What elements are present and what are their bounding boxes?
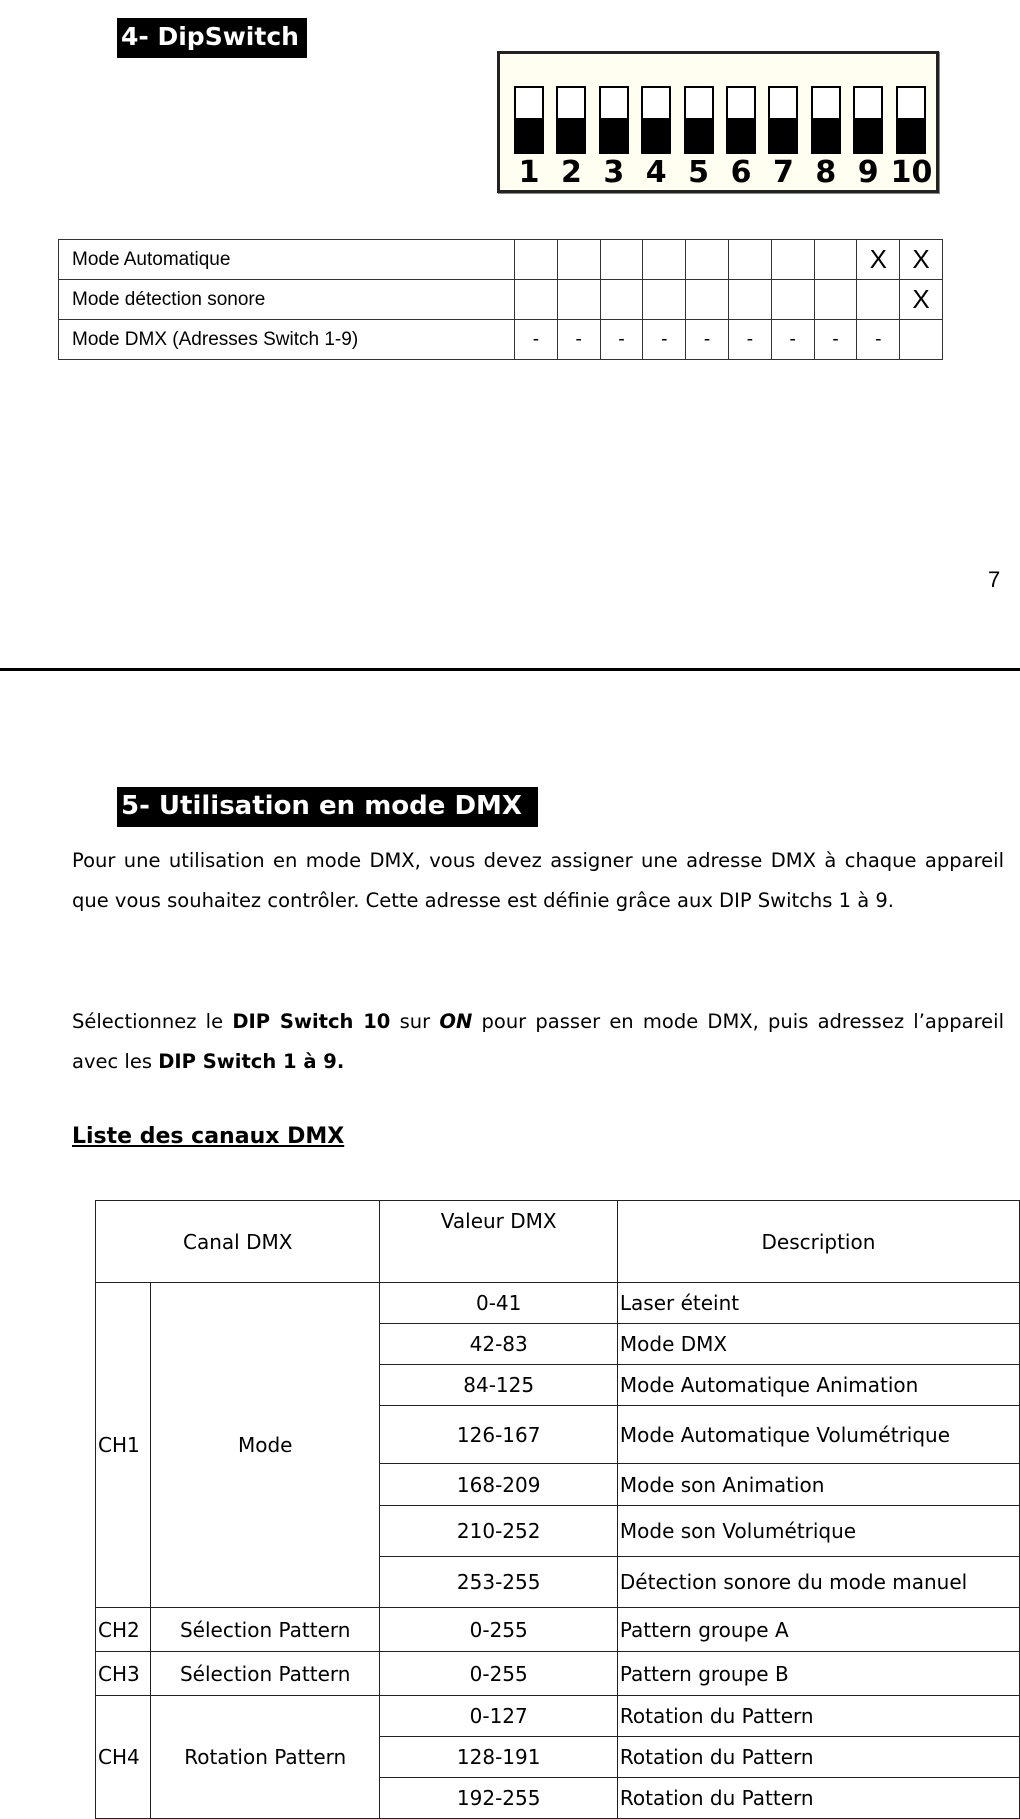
dip-switch-number: 2 [560,155,582,190]
dmx-channel-table [95,1200,1020,1819]
description-cell: Mode Automatique Animation [617,1365,1019,1406]
dmx-list-title: Liste des canaux DMX [72,1124,345,1149]
header-description: Description [617,1201,1019,1283]
mode-cell: - [771,320,814,360]
bold-text: DIP Switch 1 à 9. [158,1050,345,1073]
table-row [59,280,943,320]
table-row [96,1652,1020,1696]
mode-cell: - [643,320,686,360]
dip-switch-number: 7 [772,155,794,190]
channel-cell: CH4 [96,1696,151,1819]
dip-switch-7 [768,86,798,154]
dip-switch-diagram [497,51,939,193]
dip-switch-2 [556,86,586,154]
dip-switch-lever [643,118,669,152]
mode-label: Mode Automatique [59,240,515,280]
text-run: Sélectionnez le [72,1010,233,1033]
description-cell: Mode son Volumétrique [617,1506,1019,1557]
mode-cell [643,280,686,320]
value-cell: 253-255 [380,1557,617,1608]
dip-switch-1 [514,86,544,154]
dip-switch-number: 4 [645,155,667,190]
channel-cell: CH3 [96,1652,151,1696]
instruction-paragraph [72,1002,1004,1082]
mode-cell [686,280,729,320]
mode-cell [600,240,643,280]
description-cell: Pattern groupe B [617,1652,1019,1696]
bold-text: DIP Switch 10 [232,1010,391,1033]
section-4-heading: 4- DipSwitch [117,18,307,58]
mode-cell: X [900,240,943,280]
mode-cell [686,240,729,280]
description-cell: Rotation du Pattern [617,1737,1019,1778]
header-value: Valeur DMX [380,1201,617,1283]
value-cell: 192-255 [380,1778,617,1819]
dip-switch-number: 9 [857,155,879,190]
bold-italic-text: ON [439,1010,473,1033]
function-cell: Rotation Pattern [150,1696,380,1819]
dip-switch-5 [684,86,714,154]
mode-cell [857,280,900,320]
value-cell: 0-41 [380,1283,617,1324]
table-row [59,320,943,360]
value-cell: 0-255 [380,1652,617,1696]
mode-cell: - [814,320,857,360]
dip-switch-10 [896,86,926,154]
value-cell: 0-255 [380,1608,617,1652]
dip-switch-6 [726,86,756,154]
mode-cell: X [900,280,943,320]
text-run: sur [390,1010,440,1033]
header-channel: Canal DMX [96,1201,380,1283]
dip-switch-lever [898,118,924,152]
value-cell: 168-209 [380,1464,617,1506]
dip-switch-number: 10 [890,155,933,190]
dip-switch-number: 6 [730,155,752,190]
channel-cell: CH2 [96,1608,151,1652]
dip-switch-lever [686,118,712,152]
mode-cell: - [728,320,771,360]
mode-cell: X [857,240,900,280]
dip-switch-number: 8 [815,155,837,190]
mode-cell: - [557,320,600,360]
dip-switch-number: 5 [688,155,710,190]
mode-cell: - [600,320,643,360]
description-cell: Mode Automatique Volumétrique [617,1406,1019,1464]
channel-cell: CH1 [96,1283,151,1608]
dip-mode-table [58,239,943,360]
value-cell: 42-83 [380,1324,617,1365]
mode-cell [814,240,857,280]
mode-cell: - [515,320,558,360]
dip-switch-number: 1 [518,155,540,190]
mode-cell [728,280,771,320]
description-cell: Mode DMX [617,1324,1019,1365]
page-number: 7 [988,567,1001,592]
mode-cell [814,280,857,320]
mode-cell [643,240,686,280]
function-cell: Sélection Pattern [150,1608,380,1652]
description-cell: Pattern groupe A [617,1608,1019,1652]
mode-cell [771,280,814,320]
intro-paragraph: Pour une utilisation en mode DMX, vous devez assigner une adresse DMX à chaque appareil que vous souhaitez contrôler. Cette adresse est définie grâce aux DIP Switchs 1 à 9. [72,849,1004,912]
mode-cell [600,280,643,320]
dip-switch-lever [558,118,584,152]
dip-switch-number: 3 [603,155,625,190]
dip-switch-lever [855,118,881,152]
dip-switch-lever [728,118,754,152]
function-cell: Sélection Pattern [150,1652,380,1696]
function-cell: Mode [150,1283,380,1608]
table-row [96,1696,1020,1737]
mode-cell [557,280,600,320]
dip-switch-lever [813,118,839,152]
table-header-row [96,1201,1020,1283]
mode-cell [515,280,558,320]
dip-switch-9 [853,86,883,154]
description-cell: Laser éteint [617,1283,1019,1324]
mode-cell [515,240,558,280]
table-row [96,1608,1020,1652]
dip-switch-lever [770,118,796,152]
mode-cell [728,240,771,280]
text-run: pour passer en mode DMX, puis adressez l’appareil avec les [72,1010,1004,1073]
description-cell: Rotation du Pattern [617,1696,1019,1737]
mode-cell [557,240,600,280]
value-cell: 84-125 [380,1365,617,1406]
dip-switch-lever [601,118,627,152]
mode-label: Mode détection sonore [59,280,515,320]
description-cell: Détection sonore du mode manuel [617,1557,1019,1608]
section-5-heading: 5- Utilisation en mode DMX [117,787,538,827]
description-cell: Rotation du Pattern [617,1778,1019,1819]
table-row [96,1283,1020,1324]
dip-switch-3 [599,86,629,154]
mode-cell: - [857,320,900,360]
value-cell: 0-127 [380,1696,617,1737]
dip-switch-4 [641,86,671,154]
value-cell: 128-191 [380,1737,617,1778]
mode-cell: - [686,320,729,360]
value-cell: 126-167 [380,1406,617,1464]
mode-label: Mode DMX (Adresses Switch 1-9) [59,320,515,360]
mode-cell [771,240,814,280]
dip-switch-lever [516,118,542,152]
dip-switch-8 [811,86,841,154]
page-divider [0,668,1020,671]
table-row [59,240,943,280]
mode-cell [900,320,943,360]
description-cell: Mode son Animation [617,1464,1019,1506]
value-cell: 210-252 [380,1506,617,1557]
